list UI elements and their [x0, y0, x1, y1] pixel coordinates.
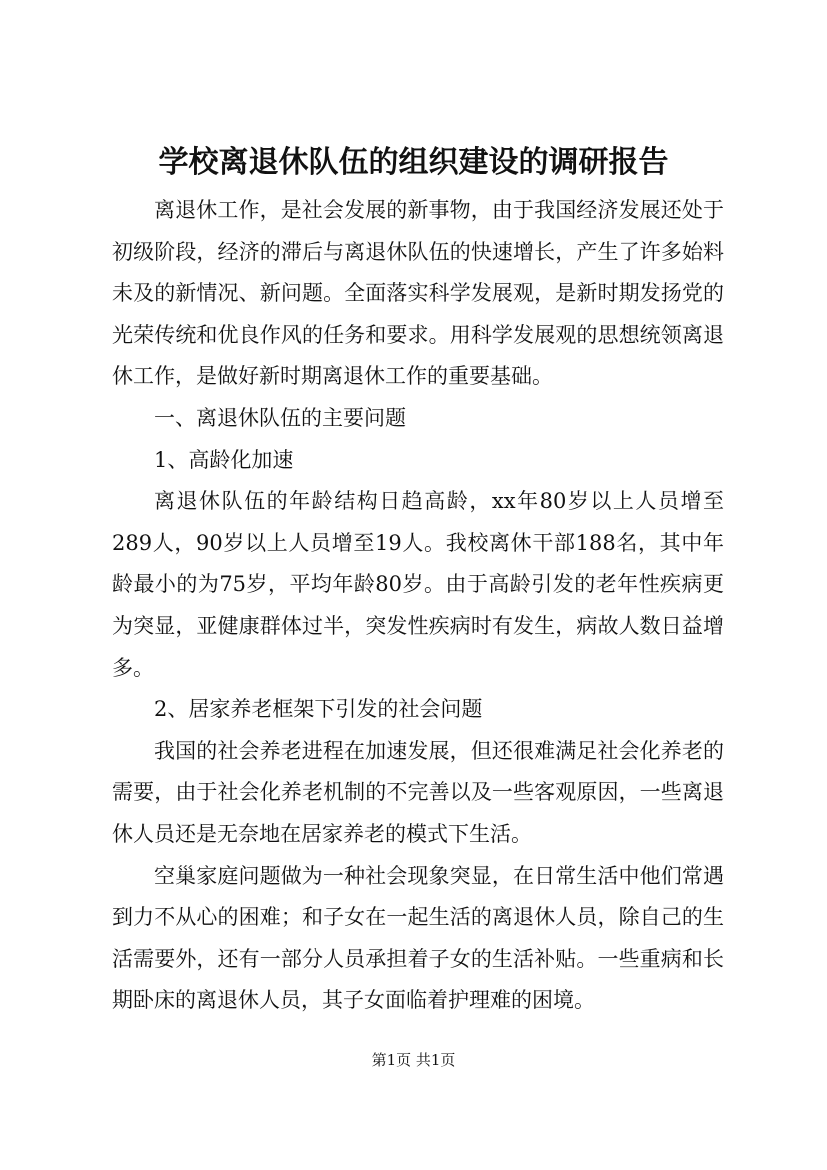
document-title: 学校离退休队伍的组织建设的调研报告 [158, 145, 669, 180]
document-body [112, 190, 724, 1022]
paragraph-intro: 离退休工作，是社会发展的新事物，由于我国经济发展还处于初级阶段，经济的滞后与离退休队伍的快速增长，产生了许多始料未及的新情况、新问题。全面落实科学发展观，是新时期发扬党的光荣传统和优良作风的任务和要求。用科学发展观的思想统领离退休工作，是做好新时期离退休工作的重要基础。 [112, 198, 724, 389]
paragraph-home-care: 我国的社会养老进程在加速发展，但还很难满足社会化养老的需要，由于社会化养老机制的不完善以及一些客观原因，一些离退休人员还是无奈地在居家养老的模式下生活。 [112, 738, 724, 846]
section-heading-main-issues: 一、离退休队伍的主要问题 [154, 405, 406, 430]
paragraph-empty-nest: 空巢家庭问题做为一种社会现象突显，在日常生活中他们常遇到力不从心的困难；和子女在一起生活的离退休人员，除自己的生活需要外，还有一部分人员承担着子女的生活补贴。一些重病和长期卧床的离退休人员，其子女面临着护理难的困境。 [112, 863, 724, 1013]
paragraph-aging: 离退休队伍的年龄结构日趋高龄，xx年80岁以上人员增至289人，90岁以上人员增至19人。我校离休干部188名，其中年龄最小的为75岁，平均年龄80岁。由于高龄引发的老年性疾病更为突显，亚健康群体过半，突发性疾病时有发生，病故人数日益增多。 [112, 489, 724, 680]
subheading-home-care: 2、居家养老框架下引发的社会问题 [154, 697, 483, 722]
page-footer [0, 1050, 827, 1070]
page-number-label: 第1页 共1页 [371, 1051, 456, 1069]
subheading-aging: 1、高龄化加速 [154, 447, 294, 472]
